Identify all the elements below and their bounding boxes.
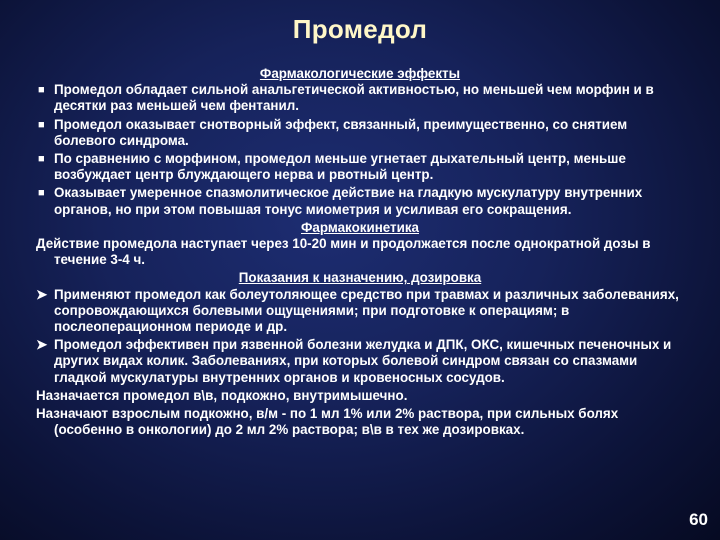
effect-text: Промедол обладает сильной анальгетической активностью, но меньшей чем морфин и в десятки раз меньшей чем фентанил. [54, 82, 654, 114]
slide-title: Промедол [292, 14, 428, 44]
effect-text: Оказывает умеренное спазмолитическое действие на гладкую мускулатуру внутренних органов, но при этом повышая тонус миометрия и усиливая его сокращения. [54, 185, 643, 217]
indication-item [36, 287, 684, 336]
arrow-bullet-icon: ➤ [36, 286, 48, 302]
effect-text: По сравнению с морфином, промедол меньше угнетает дыхательный центр, меньше возбуждает центр блуждающего нерва и рвотный центр. [54, 151, 626, 183]
effect-item [36, 82, 684, 114]
effect-item [36, 185, 684, 217]
indication-text: Применяют промедол как болеутоляющее средство при травмах и различных заболеваниях, сопровождающихся болевыми ощущениями; при подготовке к операциям; в послеоперационном периоде и др. [54, 286, 679, 335]
arrow-bullet-icon: ➤ [36, 337, 48, 353]
indications-heading: Показания к назначению, дозировка [238, 270, 482, 286]
effect-item [36, 151, 684, 183]
square-bullet-icon: ■ [38, 187, 45, 200]
square-bullet-icon: ■ [38, 118, 45, 131]
page-number: 60 [689, 510, 708, 529]
slide-content [36, 66, 684, 440]
indication-text: Промедол эффективен при язвенной болезни желудка и ДПК, ОКС, кишечных печеночных и других видах колик. Заболеваниях, при которых болевой синдром связан со спазмами гладкой мускулатуры внутренних органов и кровеносных сосудов. [54, 337, 672, 385]
square-bullet-icon: ■ [38, 153, 45, 166]
dosage-text: Назначают взрослым подкожно, в/м - по 1 мл 1% или 2% раствора, при сильных болях (особенно в онкологии) до 2 мл 2% раствора; в\в в тех же дозировках. [36, 406, 619, 438]
square-bullet-icon: ■ [38, 84, 45, 97]
effect-text: Промедол оказывает снотворный эффект, связанный, преимущественно, со снятием болевого синдрома. [54, 116, 628, 148]
effect-item [36, 117, 684, 149]
administration-text: Назначается промедол в\в, подкожно, внутримышечно. [36, 387, 408, 403]
pharmacokinetics-text: Действие промедола наступает через 10-20 мин и продолжается после однократной дозы в течение 3-4 ч. [36, 236, 651, 268]
pharmacological-effects-heading: Фармакологические эффекты [259, 66, 461, 81]
indication-item [36, 337, 684, 386]
pharmacokinetics-heading: Фармакокинетика [301, 219, 419, 235]
